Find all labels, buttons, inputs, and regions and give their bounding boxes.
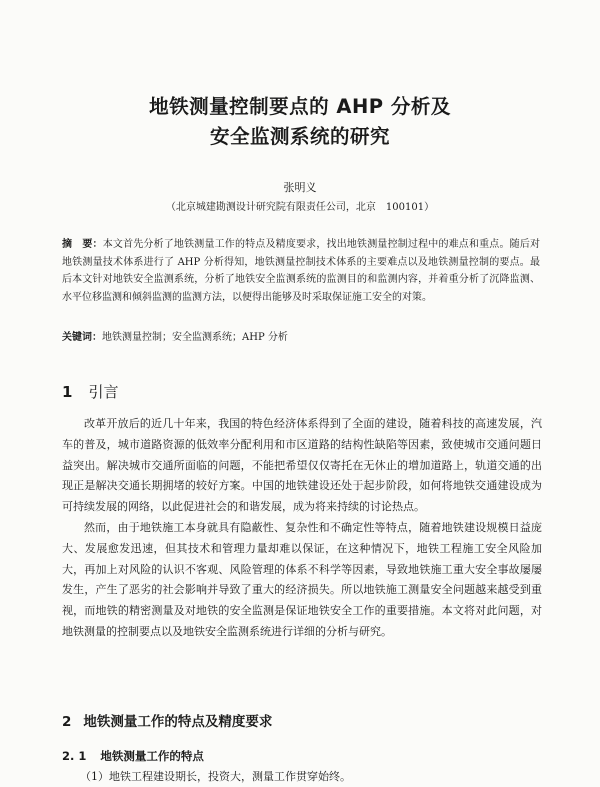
title-line-1: 地铁测量控制要点的 AHP 分析及	[149, 95, 451, 118]
section-2-1-title: 地铁测量工作的特点	[100, 749, 204, 763]
paragraph: 然而，由于地铁施工本身就具有隐蔽性、复杂性和不确定性等特点，随着地铁建设规模日益庞大、发展愈发迅速，但其技术和管理力量却难以保证，在这种情况下，地铁工程施工安全风险加大，再加上对风险的认识不客观、风险管理的体系不科学等因素，导致地铁施工重大安全事故屡屡发生，产生了恶劣的社会影响并导致了重大的经济损失。所以地铁施工测量安全问题越来越受到重视，而地铁的精密测量及对地铁的安全监测是保证地铁安全工作的重要措施。本文将对此问题，对地铁测量的控制要点以及地铁安全监测系统进行详细的分析与研究。	[62, 520, 542, 638]
section-1-number: 1	[62, 383, 73, 401]
keywords-label: 关键词：	[62, 332, 102, 343]
section-1-body	[62, 414, 542, 643]
section-1-title: 引言	[88, 383, 119, 401]
author-affiliation: （北京城建勘测设计研究院有限责任公司，北京 100101）	[165, 202, 435, 213]
section-2-title: 地铁测量工作的特点及精度要求	[83, 714, 273, 730]
abstract-text: 本文首先分析了地铁测量工作的特点及精度要求，找出地铁测量控制过程中的难点和重点。随后对地铁测量技术体系进行了 AHP 分析得知，地铁测量控制技术体系的主要难点以及地铁测量控制的要点。最后本文针对地铁安全监测系统，分析了地铁安全监测系统的监测目的和监测内容，并着重分析了沉降监测、水平位移监测和倾斜监测的监测方法，以便得出能够及时采取保证施工安全的对策。	[62, 239, 541, 303]
title-line-2: 安全监测系统的研究	[209, 125, 390, 148]
section-2-heading	[62, 712, 272, 732]
author-name: 张明义	[283, 181, 317, 194]
section-1-heading	[62, 382, 118, 402]
keywords	[62, 330, 540, 346]
keywords-text: 地铁测量控制；安全监测系统；AHP 分析	[102, 332, 288, 343]
abstract-label: 摘 要：	[62, 239, 103, 250]
section-2-1-heading	[62, 747, 204, 765]
section-2-1-number: 2. 1	[62, 749, 87, 763]
list-item: （1）地铁工程建设期长，投资大，测量工作贯穿始终。	[80, 770, 351, 783]
paper-title	[0, 92, 600, 152]
section-2-number: 2	[62, 714, 72, 730]
abstract	[62, 236, 540, 306]
paragraph: 改革开放后的近几十年来，我国的特色经济体系得到了全面的建设，随着科技的高速发展，汽车的普及，城市道路资源的低效率分配利用和市区道路的结构性缺陷等因素，致使城市交通问题日益突出。解决城市交通所面临的问题，不能把希望仅仅寄托在无休止的增加道路上，轨道交通的出现正是解决交通长期拥堵的较好方案。中国的地铁建设还处于起步阶段，如何将地铁交通建设成为可持续发展的网络，以此促进社会的和谐发展，成为将来持续的讨论热点。	[62, 417, 542, 514]
